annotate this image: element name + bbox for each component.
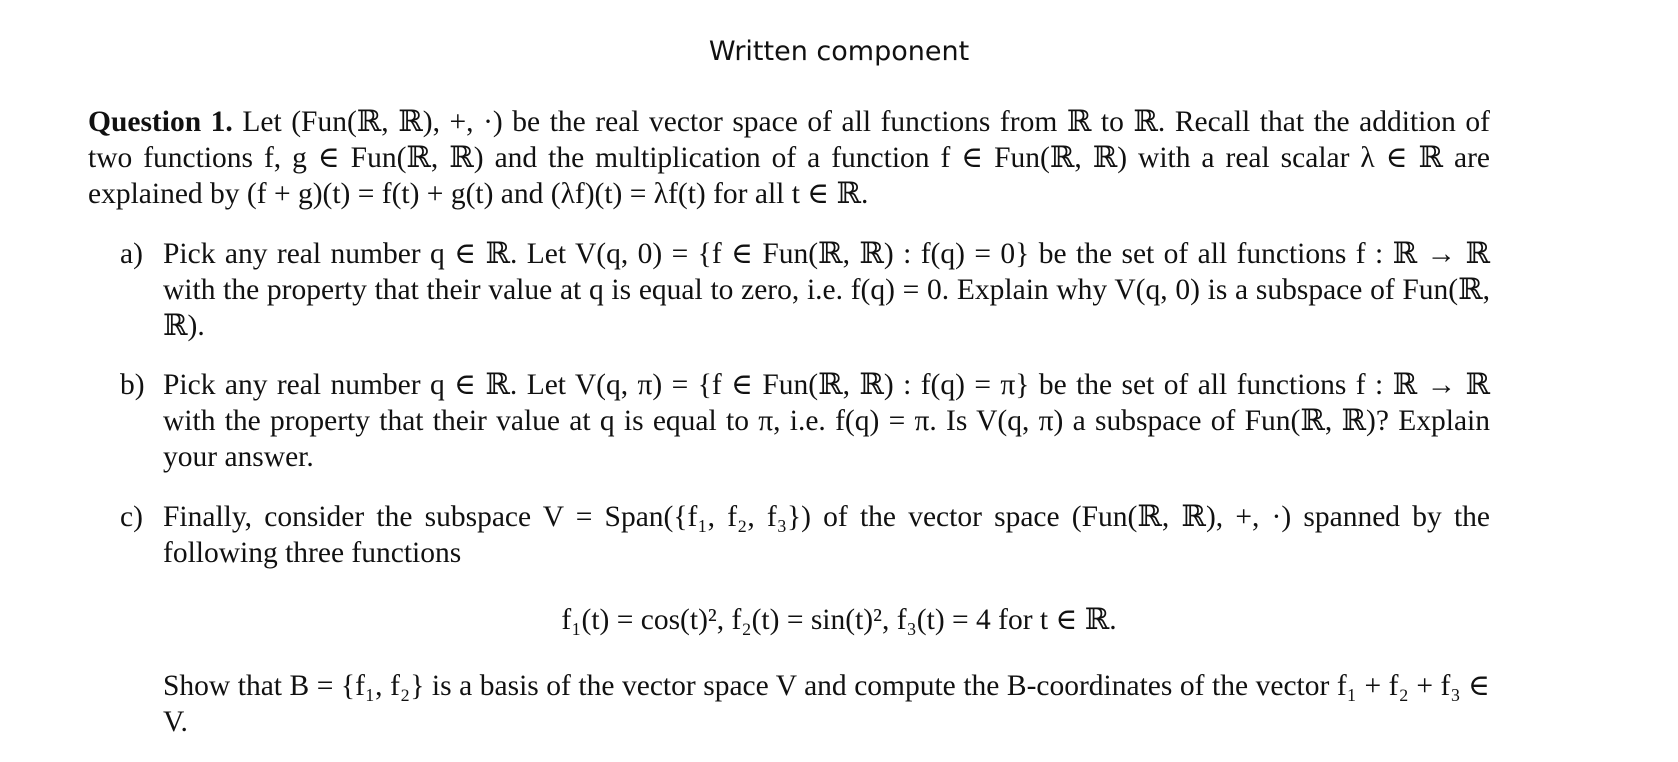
part-c-closing: Show that B = {f₁, f₂} is a basis of the vector space V and compute the B-coordinates of the vector f₁ + f₂ + f₃ ∈ V. xyxy=(163,670,1490,738)
part-c-marker: c) xyxy=(120,501,143,533)
part-b-marker: b) xyxy=(120,369,145,401)
question-intro-text: Let (Fun(ℝ, ℝ), +, ·) be the real vector space of all functions from ℝ to ℝ. Recall that the addition of two functions f, g ∈ Fun(ℝ, ℝ) and the multiplication of a function f ∈ Fun(ℝ, ℝ) with a real scalar λ ∈ ℝ are explained by (f + g)(t) = f(t) + g(t) and (λf)(t) = λf(t) for all t ∈ ℝ. xyxy=(88,106,1490,210)
part-a-marker: a) xyxy=(120,238,143,270)
display-equation: f₁(t) = cos(t)², f₂(t) = sin(t)², f₃(t) = 4 for t ∈ ℝ. xyxy=(561,604,1117,636)
part-b xyxy=(120,367,1490,475)
question-label: Question 1. xyxy=(88,106,233,138)
part-a xyxy=(120,236,1490,344)
page-title: Written component xyxy=(708,36,970,67)
part-c-text: Finally, consider the subspace V = Span({f₁, f₂, f₃}) of the vector space (Fun(ℝ, ℝ), +, ·) spanned by the following three functions xyxy=(163,501,1490,569)
part-c xyxy=(120,499,1490,571)
part-a-text: Pick any real number q ∈ ℝ. Let V(q, 0) = {f ∈ Fun(ℝ, ℝ) : f(q) = 0} be the set of all functions f : ℝ → ℝ with the property that their value at q is equal to zero, i.e. f(q) = 0. Explain why V(q, 0) is a subspace of Fun(ℝ, ℝ). xyxy=(163,238,1490,342)
part-b-text: Pick any real number q ∈ ℝ. Let V(q, π) = {f ∈ Fun(ℝ, ℝ) : f(q) = π} be the set of all functions f : ℝ → ℝ with the property that their value at q is equal to π, i.e. f(q) = π. Is V(q, π) a subspace of Fun(ℝ, ℝ)? Explain your answer. xyxy=(163,369,1490,473)
question-intro xyxy=(88,104,1490,212)
